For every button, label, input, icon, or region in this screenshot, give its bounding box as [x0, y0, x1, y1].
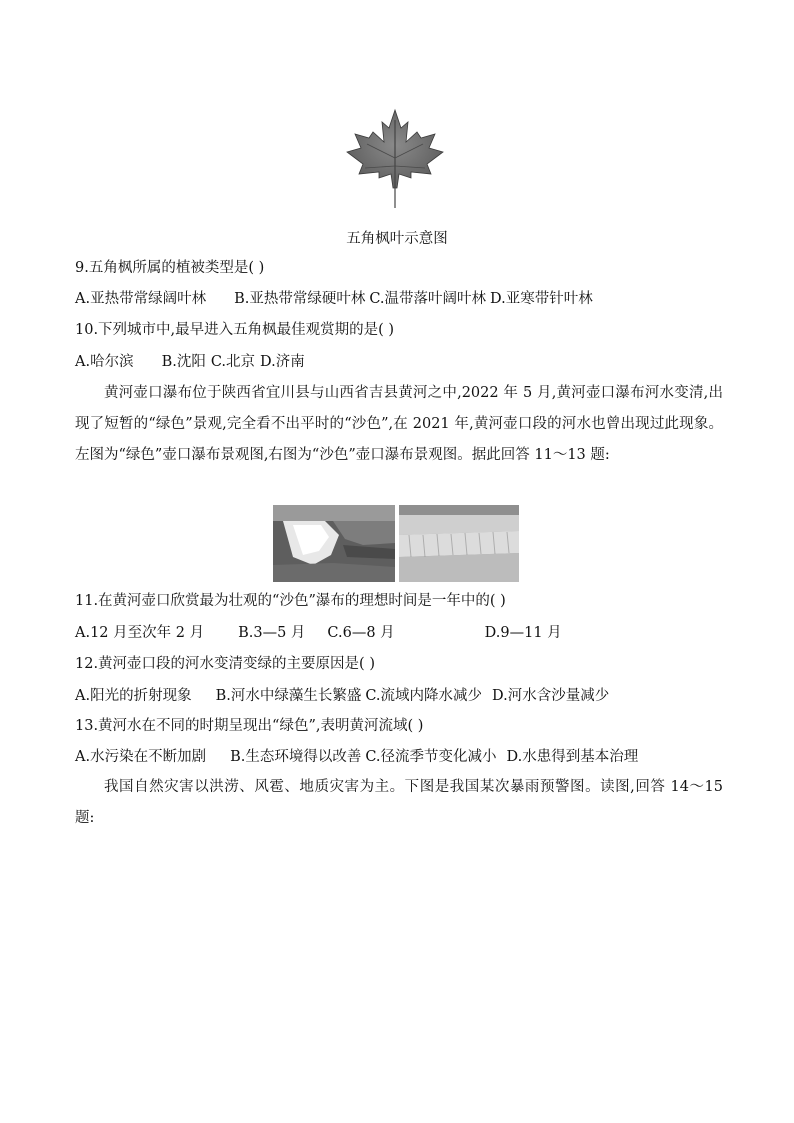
q11-option-d[interactable]: D.9—11 月 [484, 625, 562, 641]
question-10-stem: 10.下列城市中,最早进入五角枫最佳观赏期的是( ) [75, 322, 395, 338]
q10-option-d[interactable]: D.济南 [260, 354, 305, 370]
q13-option-a[interactable]: A.水污染在不断加剧 [75, 749, 207, 765]
q10-option-b[interactable]: B.沈阳 [161, 354, 206, 370]
question-11-stem: 11.在黄河壶口欣赏最为壮观的“沙色”瀑布的理想时间是一年中的( ) [75, 593, 506, 609]
question-9-options [75, 289, 593, 309]
q12-option-a[interactable]: A.阳光的折射现象 [75, 688, 192, 704]
q13-option-c[interactable]: C.径流季节变化减小 [365, 749, 497, 765]
q9-option-a[interactable]: A.亚热带常绿阔叶林 [75, 291, 207, 307]
q9-option-c[interactable]: C.温带落叶阔叶林 [369, 291, 487, 307]
q12-option-c[interactable]: C.流域内降水减少 [365, 688, 483, 704]
q13-option-d[interactable]: D.水患得到基本治理 [506, 749, 639, 765]
q10-option-a[interactable]: A.哈尔滨 [75, 354, 134, 370]
green-waterfall-photo [273, 505, 395, 582]
maple-leaf-icon [345, 108, 445, 214]
question-10-options [75, 352, 305, 372]
question-12-options [75, 686, 609, 706]
q12-option-d[interactable]: D.河水含沙量减少 [492, 688, 610, 704]
q11-option-c[interactable]: C.6—8 月 [327, 625, 395, 641]
passage-hukou-waterfall: 黄河壶口瀑布位于陕西省宜川县与山西省吉县黄河之中,2022 年 5 月,黄河壶口瀑布河水变清,出现了短暂的“绿色”景观,完全看不出平时的“沙色”,在 2021 年,黄河壶口段的河水也曾出现过此现象。左图为“绿色”壶口瀑布景观图,右图为“沙色”壶口瀑布景观图。据此回答 11～13 题: [75, 385, 723, 463]
question-9-stem: 9.五角枫所属的植被类型是( ) [75, 260, 265, 276]
question-11-options [75, 623, 562, 643]
q11-option-a[interactable]: A.12 月至次年 2 月 [75, 625, 205, 641]
question-13-options [75, 747, 638, 767]
q9-option-d[interactable]: D.亚寒带针叶林 [490, 291, 593, 307]
question-13-stem: 13.黄河水在不同的时期呈现出“绿色”,表明黄河流域( ) [75, 718, 424, 734]
q10-option-c[interactable]: C.北京 [210, 354, 256, 370]
passage-rainstorm-warning: 我国自然灾害以洪涝、风雹、地质灾害为主。下图是我国某次暴雨预警图。读图,回答 14～15 题: [75, 779, 723, 826]
q11-option-b[interactable]: B.3—5 月 [238, 625, 306, 641]
q12-option-b[interactable]: B.河水中绿藻生长繁盛 [215, 688, 362, 704]
question-12-stem: 12.黄河壶口段的河水变清变绿的主要原因是( ) [75, 656, 375, 672]
figure-caption: 五角枫叶示意图 [346, 231, 448, 247]
q9-option-b[interactable]: B.亚热带常绿硬叶林 [234, 291, 366, 307]
sand-waterfall-photo [399, 505, 519, 582]
q13-option-b[interactable]: B.生态环境得以改善 [230, 749, 362, 765]
